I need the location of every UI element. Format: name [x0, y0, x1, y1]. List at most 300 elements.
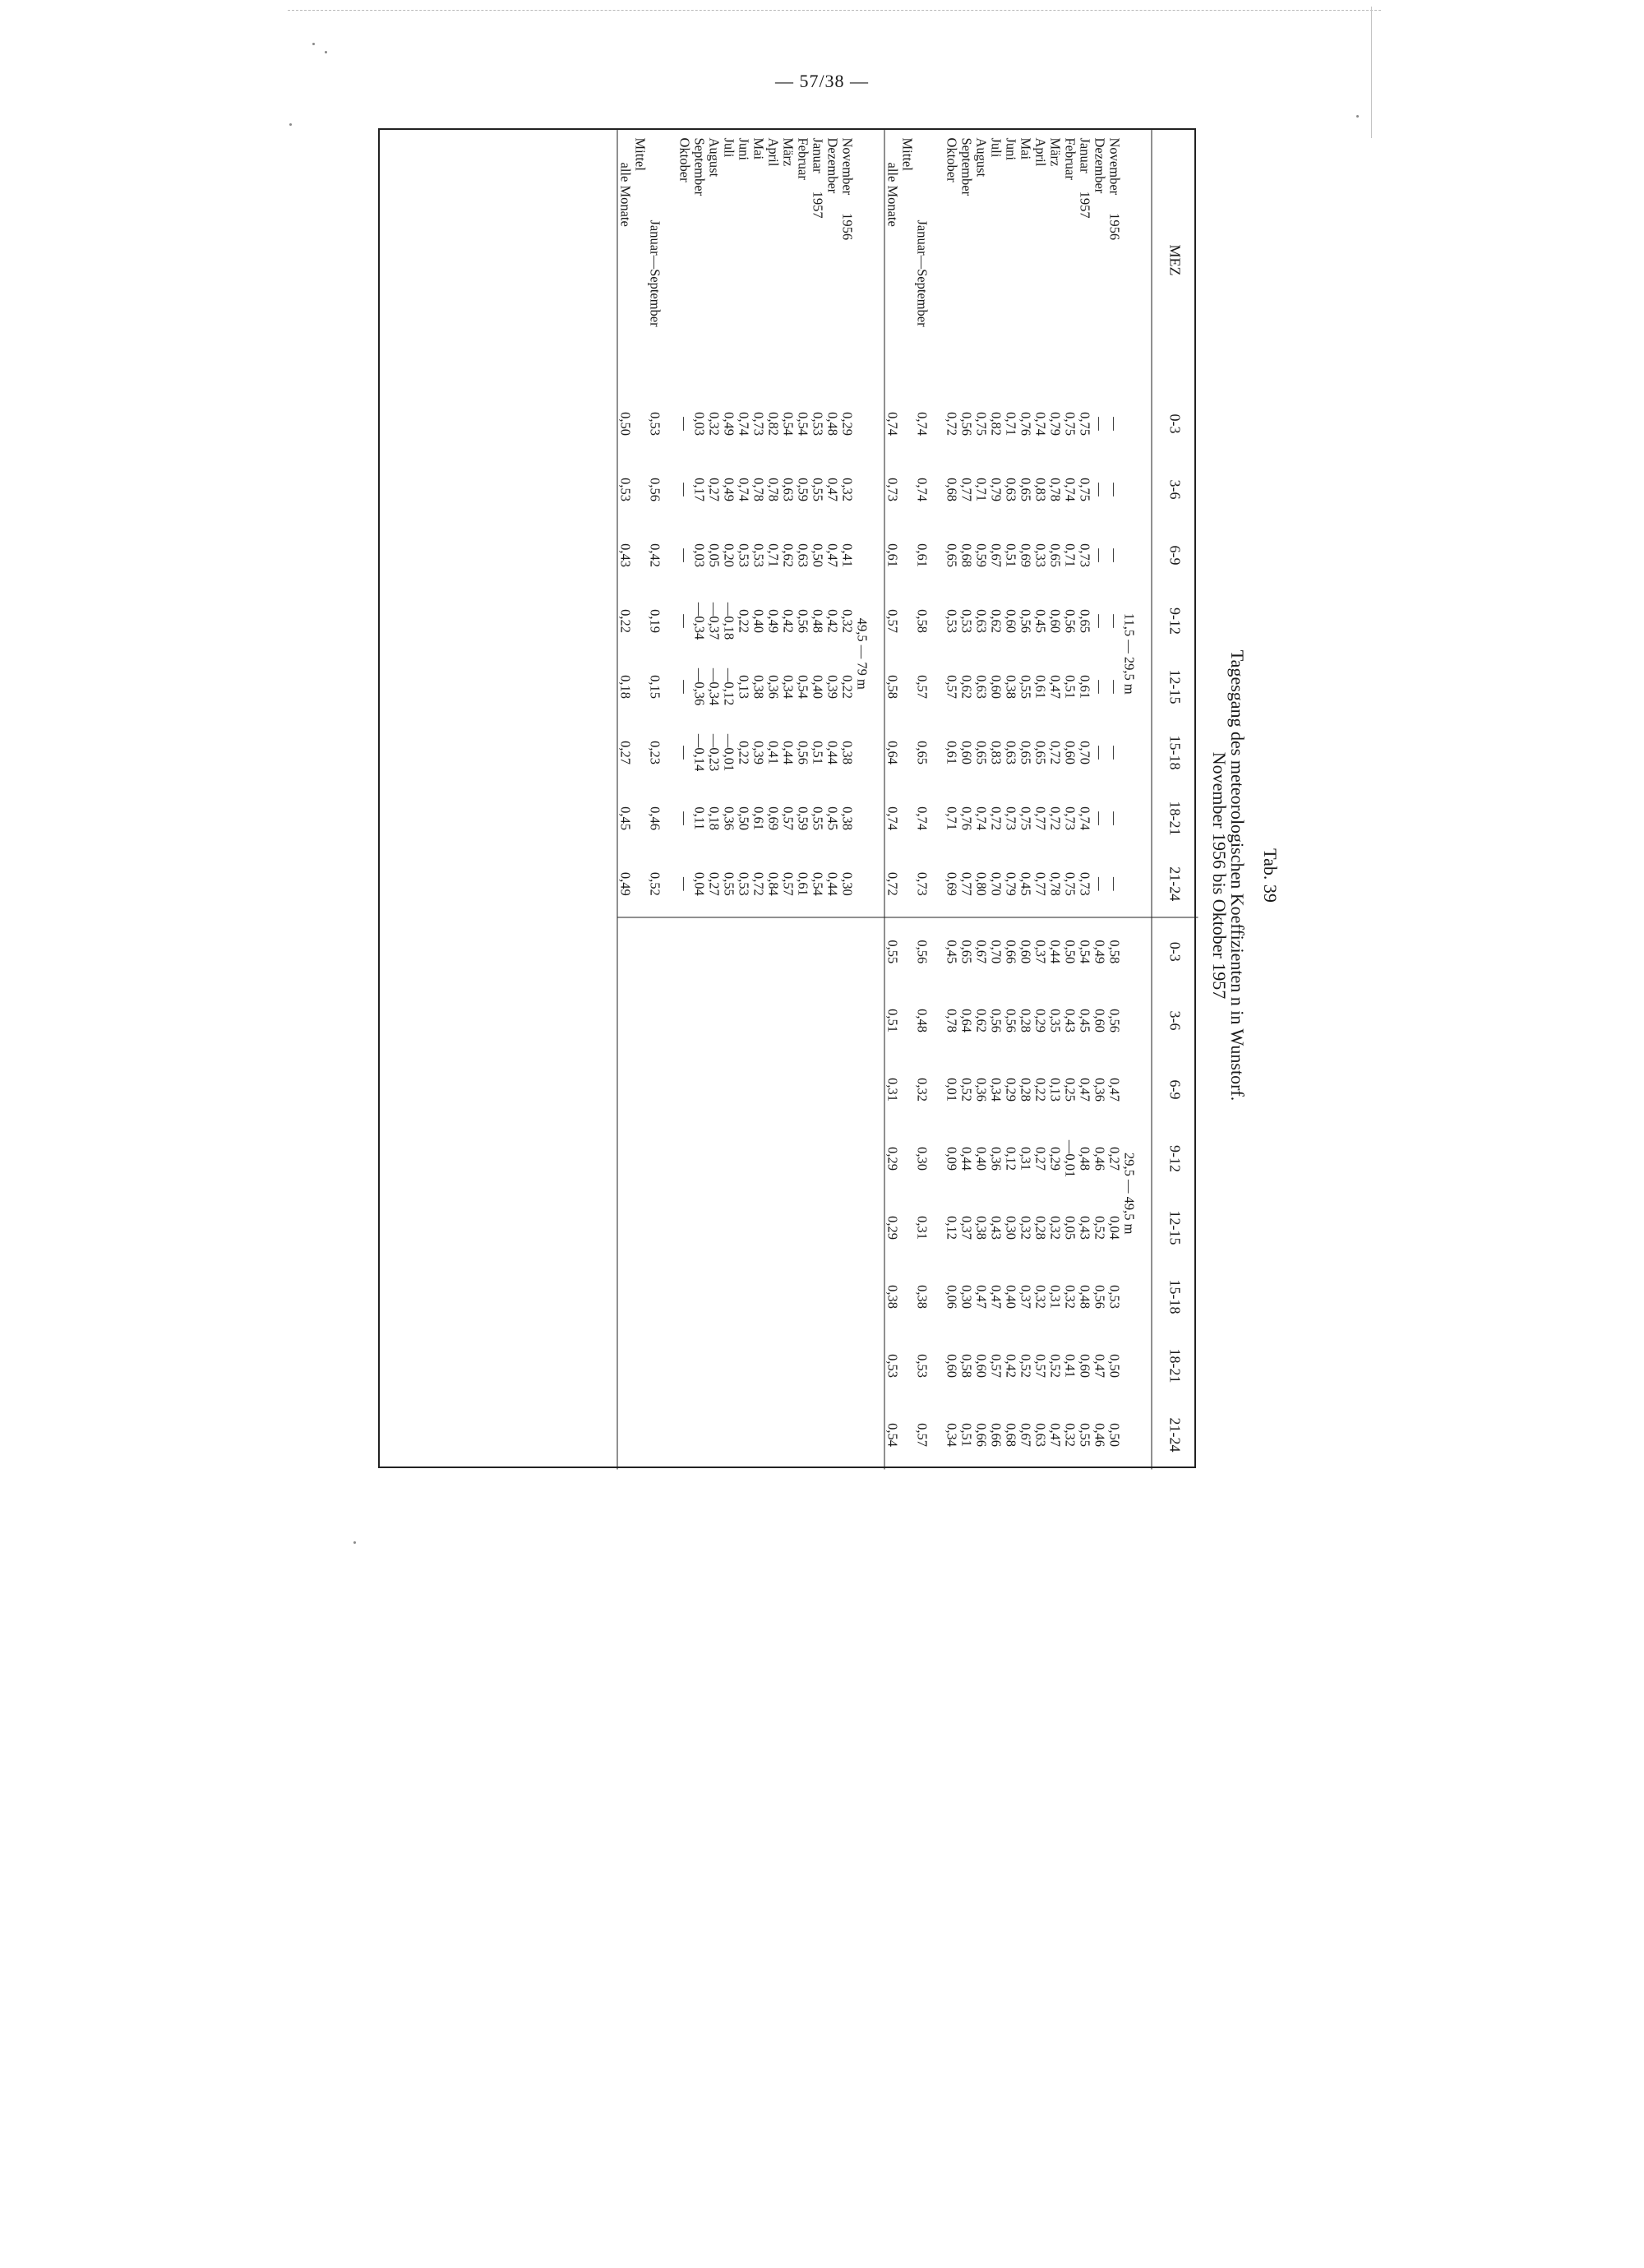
value-cell: 0,47 — [973, 1285, 990, 1309]
value-cell: 0,68 — [1003, 1423, 1019, 1447]
value-cell: 0,63 — [973, 675, 990, 699]
value-cell: 0,57 — [780, 871, 797, 896]
value-cell: 0,55 — [1077, 1423, 1093, 1447]
value-cell: 0,37 — [958, 1216, 975, 1240]
value-cell: 0,61 — [1077, 675, 1093, 699]
value-cell: 0,44 — [824, 741, 841, 764]
value-cell: 0,60 — [1003, 609, 1019, 633]
value-cell: 0,23 — [647, 741, 663, 764]
empty-cell — [796, 1055, 810, 1125]
value-cell: 0,32 — [1062, 1285, 1078, 1309]
table-row — [796, 130, 810, 1470]
empty-cell — [840, 1125, 855, 1194]
value-cell: 0,11 — [691, 806, 708, 830]
month-label: Juli — [721, 137, 737, 158]
value-cell — [900, 589, 915, 654]
table-row — [1107, 130, 1122, 1470]
value-cell: 0,43 — [1077, 1216, 1093, 1240]
row-label — [989, 130, 1004, 391]
value-cell: 0,72 — [750, 871, 767, 896]
scan-edge-right — [1371, 7, 1372, 138]
value-cell: 0,54 — [884, 1401, 900, 1470]
value-cell: 0,64 — [958, 1009, 975, 1032]
value-cell: 0,55 — [810, 478, 826, 501]
summary-row — [648, 130, 663, 1470]
empty-cell — [781, 917, 796, 986]
value-cell: 0,77 — [958, 871, 975, 896]
value-cell: 0,33 — [1032, 543, 1049, 567]
empty-cell — [796, 1194, 810, 1263]
value-cell: 0,38 — [839, 741, 856, 764]
value-cell: 0,52 — [1018, 1354, 1034, 1378]
gap-cell — [930, 589, 944, 654]
gap-cell — [870, 986, 885, 1055]
value-cell: 0,69 — [944, 871, 960, 896]
value-cell: 0,78 — [944, 1009, 960, 1032]
empty-cell — [810, 1332, 825, 1401]
value-cell: 0,38 — [914, 1285, 931, 1309]
value-cell — [633, 391, 648, 457]
value-cell: 0,27 — [706, 478, 723, 501]
value-cell: 0,79 — [1003, 871, 1019, 896]
value-cell: 0,39 — [750, 741, 767, 764]
col-header: 0-3 — [1152, 917, 1198, 986]
value-cell: 0,65 — [914, 741, 931, 764]
value-cell: —0,23 — [706, 733, 723, 772]
row-label — [1078, 130, 1092, 391]
empty-cell — [825, 1194, 840, 1263]
value-cell — [633, 852, 648, 917]
col-header: 15-18 — [1152, 720, 1198, 786]
value-cell: 0,39 — [824, 675, 841, 699]
section-gap — [1137, 130, 1152, 1470]
empty-cell — [840, 917, 855, 986]
year-label: 1956 — [839, 213, 856, 241]
value-cell: 0,42 — [824, 609, 841, 633]
value-cell: 0,36 — [721, 806, 737, 830]
value-cell: 0,38 — [750, 675, 767, 699]
value-cell: 0,01 — [944, 1078, 960, 1102]
gap-cell — [663, 654, 677, 720]
month-label: August — [706, 137, 723, 178]
empty-cell — [781, 1332, 796, 1401]
empty-cell — [617, 1055, 633, 1125]
value-cell: 0,60 — [988, 675, 1004, 699]
value-cell: 0,12 — [944, 1216, 960, 1240]
empty-cell — [648, 1194, 663, 1263]
value-cell: 0,05 — [706, 543, 723, 567]
row-label — [1063, 130, 1078, 391]
gap-cell — [870, 589, 885, 654]
value-cell: 0,73 — [750, 412, 767, 436]
empty-cell — [677, 986, 692, 1055]
empty-cell — [840, 1263, 855, 1332]
value-cell — [633, 720, 648, 786]
value-cell: 0,71 — [765, 543, 782, 567]
empty-cell — [781, 1125, 796, 1194]
col-header: 9-12 — [1152, 1125, 1198, 1194]
row-label — [796, 130, 810, 391]
value-cell: 0,40 — [1003, 1285, 1019, 1309]
row-label — [944, 130, 959, 391]
empty-cell — [796, 1332, 810, 1401]
value-cell: 0,32 — [839, 609, 856, 633]
height-range-row — [855, 130, 870, 1470]
value-cell: —0,01 — [721, 733, 737, 772]
empty-cell — [648, 917, 663, 986]
empty-cell — [722, 917, 737, 986]
gap-cell — [930, 654, 944, 720]
value-cell — [900, 986, 915, 1055]
value-cell: 0,72 — [944, 412, 960, 436]
gap-cell — [663, 1263, 677, 1332]
value-cell: 0,53 — [617, 457, 633, 523]
value-cell: 0,50 — [617, 391, 633, 457]
value-cell: 0,52 — [958, 1078, 975, 1102]
value-cell: 0,74 — [1062, 478, 1078, 501]
value-cell: 0,78 — [1047, 478, 1064, 501]
gap-cell — [870, 391, 885, 457]
empty-cell — [737, 986, 751, 1055]
value-cell — [900, 457, 915, 523]
value-cell: 0,09 — [944, 1147, 960, 1171]
scan-speck — [353, 1541, 356, 1544]
lower-section — [617, 130, 884, 1470]
value-cell — [633, 523, 648, 589]
value-cell: 0,68 — [958, 543, 975, 567]
value-cell: 0,43 — [617, 523, 633, 589]
value-cell: 0,50 — [736, 806, 752, 830]
empty-cell — [692, 1401, 707, 1470]
summary-row — [884, 130, 900, 1470]
empty-cell — [617, 1125, 633, 1194]
empty-cell — [840, 1332, 855, 1401]
table-row — [692, 130, 707, 1470]
value-cell: 0,57 — [884, 589, 900, 654]
empty-cell — [633, 1332, 648, 1401]
value-cell — [900, 391, 915, 457]
value-cell: —0,01 — [1062, 1139, 1078, 1178]
value-cell: 0,40 — [750, 609, 767, 633]
value-cell: 0,73 — [1077, 543, 1093, 567]
value-cell: 0,44 — [780, 741, 797, 764]
table-row — [959, 130, 974, 1470]
gap-cell — [870, 457, 885, 523]
value-cell: 0,67 — [1018, 1423, 1034, 1447]
value-cell: 0,47 — [1077, 1078, 1093, 1102]
gap-cell — [930, 1332, 944, 1401]
gap-cell — [870, 917, 885, 986]
value-cell: 0,60 — [1047, 609, 1064, 633]
empty-cell — [633, 1194, 648, 1263]
value-cell: 0,58 — [1107, 917, 1122, 986]
empty-cell — [781, 1194, 796, 1263]
value-cell: 0,70 — [989, 917, 1004, 986]
value-cell: 0,36 — [1092, 1078, 1108, 1102]
value-cell: 0,62 — [958, 675, 975, 699]
value-cell: 0,18 — [617, 654, 633, 720]
row-label — [677, 130, 692, 391]
value-cell: 0,51 — [810, 741, 826, 764]
empty-cell — [633, 917, 648, 986]
value-cell: 0,42 — [1003, 1354, 1019, 1378]
value-cell: 0,41 — [839, 543, 856, 567]
value-cell: 0,55 — [721, 871, 737, 896]
value-cell: 0,56 — [795, 609, 811, 633]
value-cell: 0,74 — [884, 391, 900, 457]
empty-cell — [825, 1125, 840, 1194]
height-range-label: 29,5 — 49,5 m — [1122, 917, 1137, 1470]
gap-cell — [1137, 1263, 1152, 1332]
empty-cell — [707, 1401, 722, 1470]
gap-cell — [870, 720, 885, 786]
empty-cell — [766, 1263, 781, 1332]
value-cell: 0,53 — [884, 1332, 900, 1401]
empty-cell — [707, 1055, 722, 1125]
gap-cell — [663, 391, 677, 457]
value-cell: 0,28 — [1018, 1009, 1034, 1032]
table-row — [1063, 130, 1078, 1470]
table-row — [974, 130, 989, 1470]
value-cell: 0,65 — [1077, 609, 1093, 633]
coefficient-table — [617, 130, 1198, 1470]
empty-cell — [633, 1055, 648, 1125]
value-cell: 0,82 — [988, 412, 1004, 436]
value-cell: 0,03 — [691, 412, 708, 436]
value-cell: — — [1106, 811, 1123, 825]
table-row — [737, 130, 751, 1470]
value-cell: 0,27 — [617, 720, 633, 786]
empty-cell — [677, 1332, 692, 1401]
month-label: August — [973, 137, 990, 178]
height-range-row — [1122, 130, 1137, 1470]
value-cell: 0,56 — [1092, 1285, 1108, 1309]
value-cell: 0,29 — [839, 412, 856, 436]
value-cell: 0,18 — [706, 806, 723, 830]
value-cell: 0,43 — [1062, 1009, 1078, 1032]
empty-cell — [617, 986, 633, 1055]
table-row — [825, 130, 840, 1470]
value-cell: — — [1092, 483, 1108, 497]
value-cell: 0,65 — [1032, 741, 1049, 764]
table-row — [1092, 130, 1107, 1470]
col-header: 9-12 — [1152, 589, 1198, 654]
value-cell — [900, 1401, 915, 1470]
value-cell: 0,65 — [1018, 741, 1034, 764]
value-cell: 0,75 — [1077, 412, 1093, 436]
value-cell: — — [677, 877, 693, 891]
row-label — [722, 130, 737, 391]
empty-cell — [781, 1055, 796, 1125]
value-cell: 0,58 — [958, 1354, 975, 1378]
value-cell: 0,56 — [1106, 1009, 1123, 1032]
scan-edge-top — [288, 10, 1381, 11]
table-row — [1078, 130, 1092, 1470]
rotated-table — [381, 130, 1198, 1470]
empty-cell — [796, 917, 810, 986]
value-cell — [633, 457, 648, 523]
value-cell: 0,83 — [988, 741, 1004, 764]
month-label: November — [1106, 137, 1123, 196]
empty-cell — [737, 1401, 751, 1470]
row-label — [810, 130, 825, 391]
value-cell: 0,31 — [914, 1216, 931, 1240]
empty-cell — [692, 1263, 707, 1332]
empty-cell — [840, 1194, 855, 1263]
value-cell: — — [1106, 614, 1123, 628]
gap-cell — [1137, 130, 1152, 391]
value-cell: 0,45 — [944, 917, 959, 986]
row-label — [751, 130, 766, 391]
empty-cell — [796, 1401, 810, 1470]
value-cell: 0,66 — [973, 1423, 990, 1447]
value-cell: 0,57 — [988, 1354, 1004, 1378]
gap-cell — [870, 786, 885, 852]
value-cell — [900, 720, 915, 786]
gap-cell — [930, 1125, 944, 1194]
value-cell: 0,78 — [765, 478, 782, 501]
value-cell: 0,38 — [1003, 675, 1019, 699]
value-cell: 0,59 — [973, 543, 990, 567]
value-cell: 0,63 — [1003, 478, 1019, 501]
value-cell: 0,73 — [884, 457, 900, 523]
value-cell: 0,58 — [884, 654, 900, 720]
value-cell: — — [1106, 877, 1123, 891]
value-cell: 0,05 — [1062, 1216, 1078, 1240]
value-cell: 0,57 — [914, 1423, 931, 1447]
value-cell: 0,78 — [1047, 871, 1064, 896]
month-label: Januar — [1077, 137, 1093, 173]
year-label: 1957 — [1077, 191, 1093, 219]
value-cell: 0,34 — [944, 1423, 960, 1447]
value-cell: 0,41 — [765, 741, 782, 764]
value-cell: 0,44 — [1048, 917, 1063, 986]
value-cell: — — [1092, 548, 1108, 562]
value-cell: — — [1106, 483, 1123, 497]
gap-cell — [855, 130, 870, 391]
gap-cell — [1137, 1125, 1152, 1194]
value-cell: 0,78 — [750, 478, 767, 501]
empty-cell — [633, 1263, 648, 1332]
value-cell: 0,12 — [1003, 1147, 1019, 1171]
summary-row — [900, 130, 915, 1470]
value-cell: — — [1092, 680, 1108, 694]
empty-cell — [648, 1125, 663, 1194]
empty-cell — [840, 1401, 855, 1470]
table-row — [810, 130, 825, 1470]
value-cell: — — [677, 614, 693, 628]
value-cell: 0,74 — [914, 478, 931, 501]
value-cell: 0,49 — [617, 852, 633, 917]
table-row — [1033, 130, 1048, 1470]
value-cell: 0,62 — [973, 1009, 990, 1032]
value-cell: 0,49 — [721, 412, 737, 436]
value-cell: — — [1092, 811, 1108, 825]
table-row — [1004, 130, 1018, 1470]
value-cell: 0,58 — [914, 609, 931, 633]
month-label: Mai — [750, 137, 767, 160]
value-cell: 0,51 — [958, 1423, 975, 1447]
value-cell: 0,61 — [750, 806, 767, 830]
value-cell — [633, 786, 648, 852]
col-header: 21-24 — [1152, 1401, 1198, 1470]
value-cell: 0,63 — [1032, 1423, 1049, 1447]
value-cell: 0,63 — [1003, 741, 1019, 764]
gap-cell — [870, 1125, 885, 1194]
value-cell — [900, 523, 915, 589]
value-cell: 0,53 — [944, 609, 960, 633]
empty-cell — [825, 917, 840, 986]
gap-cell — [663, 589, 677, 654]
empty-cell — [751, 1194, 766, 1263]
month-label: Juni — [1003, 137, 1019, 161]
empty-cell — [751, 1125, 766, 1194]
row-label — [737, 130, 751, 391]
value-cell: 0,25 — [1062, 1078, 1078, 1102]
gap-cell — [870, 523, 885, 589]
month-label: April — [1032, 137, 1049, 167]
gap-cell — [1137, 589, 1152, 654]
value-cell: 0,32 — [1062, 1423, 1078, 1447]
value-cell: 0,61 — [1032, 675, 1049, 699]
empty-cell — [722, 1194, 737, 1263]
value-cell: 0,36 — [988, 1147, 1004, 1171]
month-label: November — [839, 137, 856, 196]
value-cell — [900, 1055, 915, 1125]
gap-cell — [663, 1332, 677, 1401]
value-cell: —0,34 — [691, 602, 708, 640]
row-label — [692, 130, 707, 391]
value-cell: 0,73 — [1062, 806, 1078, 830]
value-cell: 0,71 — [1003, 412, 1019, 436]
empty-cell — [825, 1055, 840, 1125]
gap-cell — [1137, 917, 1152, 986]
value-cell: 0,06 — [944, 1285, 960, 1309]
value-cell: 0,45 — [1077, 1009, 1093, 1032]
upper-section — [884, 130, 1152, 1470]
table-row — [707, 130, 722, 1470]
table-row — [751, 130, 766, 1470]
value-cell: 0,31 — [884, 1055, 900, 1125]
empty-cell — [810, 1401, 825, 1470]
value-cell: 0,44 — [958, 1147, 975, 1171]
value-cell: — — [1092, 614, 1108, 628]
month-label: April — [765, 137, 782, 167]
value-cell: 0,65 — [1047, 543, 1064, 567]
value-cell: 0,31 — [1018, 1147, 1034, 1171]
value-cell: 0,53 — [1106, 1285, 1123, 1309]
gap-cell — [663, 1055, 677, 1125]
value-cell: 0,04 — [1106, 1216, 1123, 1240]
gap-cell — [663, 1194, 677, 1263]
value-cell: —0,34 — [706, 667, 723, 706]
empty-cell — [737, 1332, 751, 1401]
empty-cell — [677, 917, 692, 986]
summary-label: Januar—September — [914, 219, 931, 327]
gap-cell — [663, 852, 677, 917]
value-cell: — — [1106, 417, 1123, 431]
value-cell: 0,34 — [988, 1078, 1004, 1102]
empty-cell — [840, 1055, 855, 1125]
value-cell: 0,54 — [1078, 917, 1092, 986]
empty-cell — [737, 1263, 751, 1332]
value-cell: 0,53 — [750, 543, 767, 567]
row-label — [766, 130, 781, 391]
empty-cell — [825, 1263, 840, 1332]
value-cell: 0,48 — [824, 412, 841, 436]
value-cell: 0,28 — [1032, 1216, 1049, 1240]
gap-cell — [1137, 391, 1152, 457]
